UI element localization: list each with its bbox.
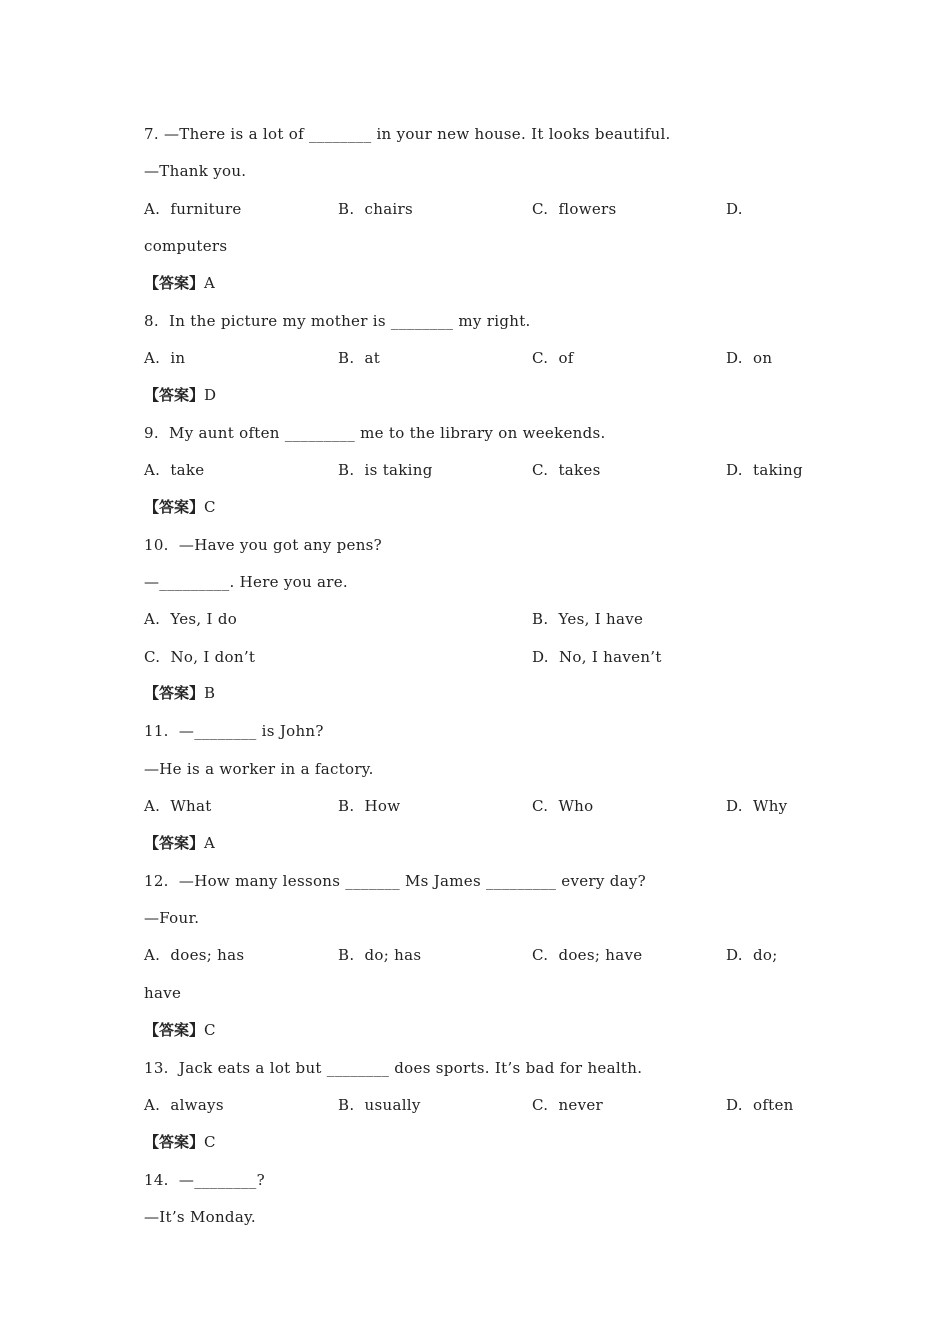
question-7-option-a: A. furniture [144, 200, 242, 218]
question-12-answer [144, 1020, 216, 1040]
question-13-option-d: D. often [726, 1096, 794, 1114]
question-9-option-c: C. takes [532, 461, 601, 479]
question-11-option-a: A. What [144, 797, 212, 815]
question-13-option-a: A. always [144, 1096, 224, 1114]
question-8-option-a: A. in [144, 349, 186, 367]
question-12-option-d-wrap: have [144, 984, 182, 1002]
answer-label: 【答案】 [144, 1021, 205, 1039]
question-7-stem: 7. —There is a lot of ________ in your new house. It looks beautiful. [144, 125, 671, 143]
answer-value: C [204, 1133, 216, 1151]
question-10-stem: 10. —Have you got any pens? [144, 536, 383, 554]
question-13-option-b: B. usually [338, 1096, 421, 1114]
question-7-option-d-wrap: computers [144, 237, 228, 255]
question-10-option-b: B. Yes, I have [532, 610, 644, 628]
question-14-stem: 14. —________? [144, 1171, 265, 1189]
question-7-option-d: D. [726, 200, 743, 218]
question-12-option-b: B. do; has [338, 946, 422, 964]
question-9-option-b: B. is taking [338, 461, 433, 479]
question-8-stem: 8. In the picture my mother is ________ my right. [144, 312, 531, 330]
question-14-reply: —It’s Monday. [144, 1208, 256, 1226]
answer-value: B [204, 684, 216, 702]
question-11-option-d: D. Why [726, 797, 788, 815]
question-11-option-b: B. How [338, 797, 401, 815]
answer-label: 【答案】 [144, 498, 205, 516]
question-11-reply: —He is a worker in a factory. [144, 760, 374, 778]
question-12-option-a: A. does; has [144, 946, 245, 964]
question-9-stem: 9. My aunt often _________ me to the library on weekends. [144, 424, 606, 442]
question-12-stem: 12. —How many lessons _______ Ms James _________ every day? [144, 872, 646, 890]
answer-value: C [204, 498, 216, 516]
question-8-option-c: C. of [532, 349, 574, 367]
question-8-option-b: B. at [338, 349, 381, 367]
question-10-option-a: A. Yes, I do [144, 610, 238, 628]
question-9-option-a: A. take [144, 461, 205, 479]
question-13-option-c: C. never [532, 1096, 604, 1114]
question-13-answer [144, 1132, 216, 1152]
question-7-option-b: B. chairs [338, 200, 413, 218]
answer-label: 【答案】 [144, 386, 205, 404]
question-12-option-d: D. do; [726, 946, 778, 964]
answer-label: 【答案】 [144, 274, 205, 292]
question-11-stem: 11. —________ is John? [144, 722, 324, 740]
question-8-option-d: D. on [726, 349, 773, 367]
question-9-answer [144, 497, 216, 517]
question-7-answer [144, 273, 215, 293]
question-9-option-d: D. taking [726, 461, 803, 479]
answer-label: 【答案】 [144, 684, 205, 702]
question-10-option-c: C. No, I don’t [144, 648, 256, 666]
question-7-option-c: C. flowers [532, 200, 617, 218]
question-11-answer [144, 833, 215, 853]
answer-label: 【答案】 [144, 1133, 205, 1151]
answer-value: A [204, 274, 215, 292]
question-10-answer [144, 683, 215, 703]
question-12-option-c: C. does; have [532, 946, 643, 964]
question-10-option-d: D. No, I haven’t [532, 648, 662, 666]
question-11-option-c: C. Who [532, 797, 594, 815]
question-8-answer [144, 385, 216, 405]
question-10-reply: —_________. Here you are. [144, 573, 349, 591]
question-13-stem: 13. Jack eats a lot but ________ does sports. It’s bad for health. [144, 1059, 643, 1077]
answer-label: 【答案】 [144, 834, 205, 852]
answer-value: D [204, 386, 217, 404]
answer-value: A [204, 834, 215, 852]
question-7-reply: —Thank you. [144, 162, 247, 180]
question-12-reply: —Four. [144, 909, 200, 927]
answer-value: C [204, 1021, 216, 1039]
